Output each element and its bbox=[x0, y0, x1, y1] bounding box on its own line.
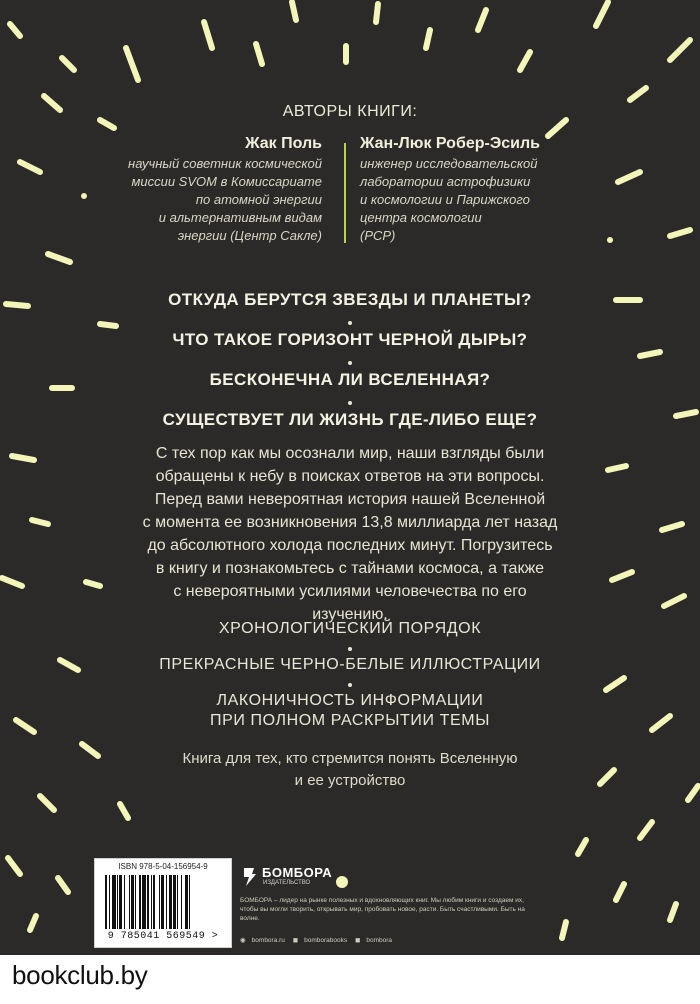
separator-dot bbox=[348, 647, 352, 651]
barcode-number: 9 785041 569549 > bbox=[107, 931, 219, 942]
description-line: до абсолютного холода последних минут. Погрузитесь bbox=[147, 537, 553, 554]
star-dash bbox=[578, 840, 586, 854]
publisher-subtitle: ИЗДАТЕЛЬСТВО bbox=[263, 880, 311, 886]
star-dash bbox=[664, 596, 684, 606]
star-dash bbox=[100, 324, 116, 326]
barcode-bar bbox=[173, 875, 175, 929]
question-3: БЕСКОНЕЧНА ЛИ ВСЕЛЕННАЯ? bbox=[209, 370, 491, 389]
question-2: ЧТО ТАКОЕ ГОРИЗОНТ ЧЕРНОЙ ДЫРЫ? bbox=[172, 330, 528, 349]
author-jean-luc-robert-esil bbox=[360, 135, 660, 245]
website-link[interactable]: bombora.ru bbox=[251, 937, 285, 944]
star-dash bbox=[662, 524, 682, 530]
star-dash bbox=[640, 822, 652, 838]
barcode bbox=[94, 858, 232, 948]
barcode-bar bbox=[181, 875, 182, 929]
star-dash bbox=[670, 904, 676, 920]
star-dot bbox=[336, 876, 348, 888]
star-dash bbox=[600, 770, 614, 784]
star-dash bbox=[82, 744, 98, 756]
barcode-bar bbox=[131, 875, 133, 929]
barcode-bar bbox=[139, 875, 141, 929]
site-watermark: bookclub.by bbox=[12, 960, 148, 990]
star-dash bbox=[292, 2, 296, 20]
star-dash bbox=[40, 796, 54, 810]
author-name: Жак Поль bbox=[245, 135, 322, 152]
author-name: Жан-Люк Робер-Эсиль bbox=[360, 135, 540, 152]
barcode-bar bbox=[185, 875, 187, 929]
bio-line: научный советник космической bbox=[128, 156, 322, 171]
description-line: в книгу и познакомьтесь с тайнами космоса, а также bbox=[155, 560, 545, 577]
star-dash bbox=[426, 30, 430, 48]
barcode-bar bbox=[153, 875, 155, 929]
globe-icon: ◉ bbox=[240, 937, 246, 944]
book-description bbox=[80, 442, 620, 626]
star-dash bbox=[520, 52, 530, 70]
barcode-bar bbox=[169, 875, 173, 929]
star-dash bbox=[120, 804, 128, 818]
star-dash bbox=[62, 58, 74, 70]
star-dash bbox=[10, 24, 20, 36]
separator-dot bbox=[348, 401, 352, 405]
star-dash bbox=[670, 230, 690, 236]
star-dash bbox=[630, 88, 646, 100]
audience-line: Книга для тех, кто стремится понять Вселенную bbox=[182, 750, 518, 767]
bio-line: энергии (Центр Сакле) bbox=[177, 228, 322, 243]
barcode-bar bbox=[117, 875, 118, 929]
barcode-bar bbox=[151, 875, 152, 929]
star-dash bbox=[256, 44, 262, 64]
publisher-name: БОМБОРА bbox=[262, 865, 333, 880]
audience-line: и ее устройство bbox=[294, 772, 406, 789]
star-dash bbox=[8, 858, 20, 874]
description-line: изучению. bbox=[312, 606, 388, 623]
isbn-label: ISBN 978-5-04-156954-9 bbox=[118, 862, 208, 871]
description-line: С тех пор как мы осознали мир, наши взгляды были bbox=[155, 445, 545, 462]
feature-chronological: ХРОНОЛОГИЧЕСКИЙ ПОРЯДОК bbox=[218, 620, 482, 637]
star-dash bbox=[548, 120, 566, 136]
separator-dot bbox=[348, 683, 352, 687]
bio-line: лаборатории астрофизики bbox=[360, 174, 531, 189]
barcode-bar bbox=[109, 875, 110, 929]
target-audience bbox=[100, 748, 600, 792]
bio-line: миссии SVOM в Комиссариате bbox=[131, 174, 322, 189]
star-dash bbox=[562, 922, 566, 938]
star-dash bbox=[100, 120, 114, 128]
separator-dot bbox=[348, 361, 352, 365]
social-link[interactable]: bombora bbox=[366, 937, 393, 944]
star-dash bbox=[616, 884, 624, 900]
feature-conciseness-1: ЛАКОНИЧНОСТЬ ИНФОРМАЦИИ bbox=[216, 692, 484, 709]
publisher-links bbox=[240, 936, 398, 944]
star-dash bbox=[126, 48, 138, 80]
barcode-bar bbox=[112, 875, 116, 929]
star-dash bbox=[48, 254, 70, 262]
barcode-bar bbox=[124, 875, 125, 929]
barcode-bar bbox=[147, 875, 149, 929]
bio-line: инженер исследовательской bbox=[360, 156, 538, 171]
barcode-bar bbox=[177, 875, 178, 929]
barcode-bar bbox=[159, 875, 160, 929]
separator-dot bbox=[348, 321, 352, 325]
social-icon: ◼ bbox=[354, 937, 361, 944]
star-dash bbox=[640, 352, 660, 356]
authors-heading: АВТОРЫ КНИГИ: bbox=[282, 103, 418, 120]
barcode-bar bbox=[189, 875, 190, 929]
bio-line: центра космологии bbox=[360, 210, 482, 225]
bio-line: (PCP) bbox=[360, 228, 396, 243]
barcode-bars bbox=[105, 875, 221, 929]
vk-link[interactable]: bomborabooks bbox=[304, 937, 348, 944]
description-line: обращены к небу в поисках ответов на эти вопросы. bbox=[155, 468, 545, 485]
author-divider bbox=[344, 143, 346, 243]
description-line: Перед вами невероятная история нашей Вселенной bbox=[154, 491, 546, 508]
star-dash bbox=[58, 878, 68, 892]
star-dash bbox=[12, 456, 34, 460]
feature-illustrations: ПРЕКРАСНЫЕ ЧЕРНО-БЕЛЫЕ ИЛЛЮСТРАЦИИ bbox=[159, 656, 541, 673]
star-dash bbox=[596, 2, 608, 26]
description-line: с невероятными усилиями человечества по его bbox=[173, 583, 527, 600]
barcode-bar bbox=[142, 875, 146, 929]
barcode-bar bbox=[119, 875, 121, 929]
publisher-blurb: БОМБОРА – лидер на рынке полезных и вдохновляющих книг. Мы любим книги и создаем их, чтобы вы могли творить, открывать мир, пробовать новое, расти. Быть счастливыми. Быть на волне. bbox=[240, 897, 525, 922]
barcode-bar bbox=[129, 875, 130, 929]
bio-line: и космологии и Парижского bbox=[360, 192, 530, 207]
star-dash bbox=[2, 578, 22, 586]
barcode-bar bbox=[161, 875, 163, 929]
star-dash bbox=[30, 916, 36, 930]
star-dash bbox=[688, 786, 698, 800]
star-dash bbox=[606, 678, 624, 690]
star-dash bbox=[376, 4, 378, 22]
bio-line: и альтернативным видам bbox=[158, 210, 322, 225]
barcode-bar bbox=[135, 875, 136, 929]
question-4: СУЩЕСТВУЕТ ЛИ ЖИЗНЬ ГДЕ-ЛИБО ЕЩЕ? bbox=[162, 410, 538, 429]
barcode-bar bbox=[166, 875, 167, 929]
barcode-bar bbox=[105, 875, 107, 929]
question-1: ОТКУДА БЕРУТСЯ ЗВЕЗДЫ И ПЛАНЕТЫ? bbox=[168, 290, 532, 309]
author-jacques-paul bbox=[22, 135, 322, 245]
vk-icon: ◼ bbox=[292, 937, 299, 944]
feature-conciseness-2: ПРИ ПОЛНОМ РАСКРЫТИИ ТЕМЫ bbox=[210, 712, 490, 729]
star-dash bbox=[478, 10, 486, 30]
author-bio bbox=[22, 155, 322, 245]
bio-line: по атомной энергии bbox=[195, 192, 322, 207]
star-dash bbox=[32, 520, 48, 524]
publisher-logo-icon bbox=[240, 864, 260, 888]
star-dash bbox=[204, 22, 212, 48]
author-bio bbox=[360, 155, 660, 245]
description-line: с момента ее возникновения 13,8 миллиарда лет назад bbox=[142, 514, 558, 531]
star-dash bbox=[670, 40, 690, 60]
